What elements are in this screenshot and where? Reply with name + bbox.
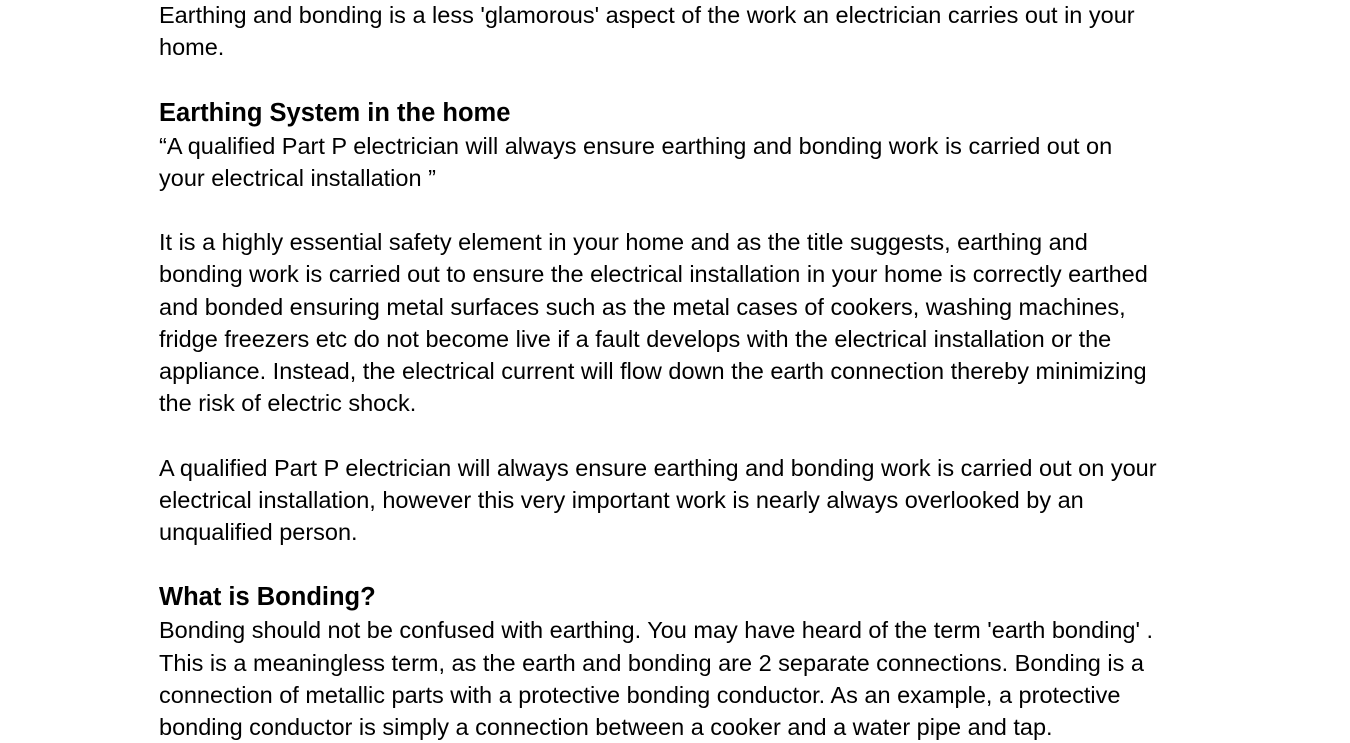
- paragraph-spacer: [159, 63, 1219, 95]
- bonding-paragraph-1: Bonding should not be confused with earthing. You may have heard of the term 'earth bonding' . This is a meaningless term, as the earth and bonding are 2 separate connections. Bonding is a connection of metallic parts with a protective bonding conductor. As an example, a protective bonding conductor is simply a connection between a cooker and a water pipe and tap.: [159, 617, 1154, 740]
- paragraph-spacer: [159, 419, 1219, 451]
- bonding-section-heading: What is Bonding?: [159, 583, 376, 612]
- paragraph-spacer: [159, 194, 1219, 226]
- earthing-section-heading: Earthing System in the home: [159, 98, 511, 127]
- document-page: [159, 0, 1219, 743]
- earthing-quote: “A qualified Part P electrician will always ensure earthing and bonding work is carried out on your electrical installation ”: [159, 132, 1113, 191]
- paragraph-spacer: [159, 548, 1219, 580]
- earthing-paragraph-2: A qualified Part P electrician will always ensure earthing and bonding work is carried out on your electrical installation, however this very important work is nearly always overlooked by an unqualified person.: [159, 454, 1157, 545]
- earthing-paragraph-1: It is a highly essential safety element in your home and as the title suggests, earthing and bonding work is carried out to ensure the electrical installation in your home is correctly earthed and bonded ensuring metal surfaces such as the metal cases of cookers, washing machines, fridge freezers etc do not become live if a fault develops with the electrical installation or the appliance. Instead, the electrical current will flow down the earth connection thereby minimizing the risk of electric shock.: [159, 229, 1148, 417]
- intro-paragraph: Earthing and bonding is a less 'glamorous' aspect of the work an electrician carries out in your home.: [159, 2, 1135, 61]
